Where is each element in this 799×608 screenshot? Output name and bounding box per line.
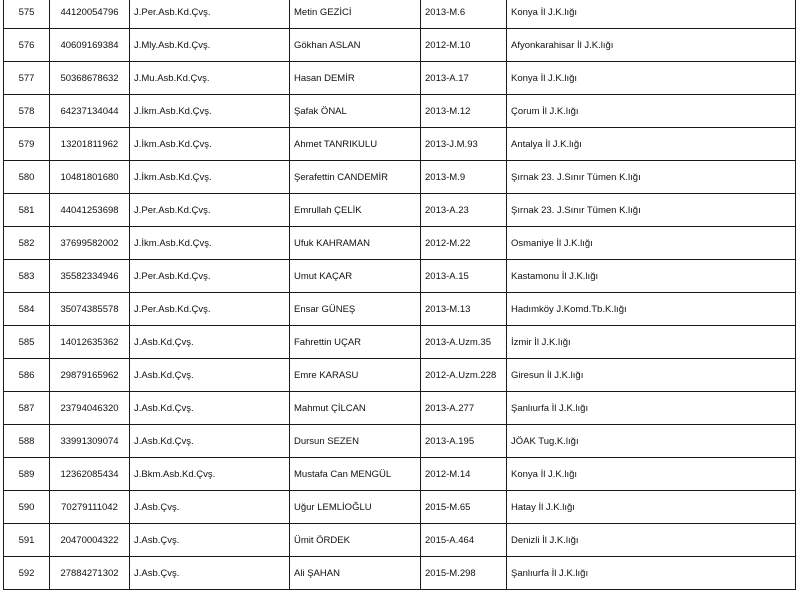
full-name: Şafak ÖNAL [290, 95, 421, 128]
assigned-unit: Konya İl J.K.lığı [507, 458, 796, 491]
class-code: 2015-M.65 [421, 491, 507, 524]
table-row [4, 359, 796, 392]
full-name: Mahmut ÇİLCAN [290, 392, 421, 425]
id-number: 35074385578 [50, 293, 130, 326]
class-code: 2013-M.13 [421, 293, 507, 326]
rank: J.Mly.Asb.Kd.Çvş. [130, 29, 290, 62]
class-code: 2013-J.M.93 [421, 128, 507, 161]
id-number: 37699582002 [50, 227, 130, 260]
class-code: 2012-M.10 [421, 29, 507, 62]
personnel-table [3, 0, 796, 590]
rank: J.Per.Asb.Kd.Çvş. [130, 260, 290, 293]
class-code: 2013-A.15 [421, 260, 507, 293]
table-row [4, 425, 796, 458]
id-number: 10481801680 [50, 161, 130, 194]
row-number: 588 [4, 425, 50, 458]
full-name: Dursun SEZEN [290, 425, 421, 458]
rank: J.Asb.Çvş. [130, 557, 290, 590]
class-code: 2013-M.12 [421, 95, 507, 128]
full-name: Uğur LEMLİOĞLU [290, 491, 421, 524]
id-number: 44041253698 [50, 194, 130, 227]
full-name: Fahrettin UÇAR [290, 326, 421, 359]
rank: J.Asb.Kd.Çvş. [130, 425, 290, 458]
row-number: 579 [4, 128, 50, 161]
id-number: 40609169384 [50, 29, 130, 62]
class-code: 2013-A.17 [421, 62, 507, 95]
class-code: 2013-A.277 [421, 392, 507, 425]
assigned-unit: Şanlıurfa İl J.K.lığı [507, 557, 796, 590]
class-code: 2012-M.14 [421, 458, 507, 491]
assigned-unit: Şırnak 23. J.Sınır Tümen K.lığı [507, 194, 796, 227]
assigned-unit: JÖAK Tug.K.lığı [507, 425, 796, 458]
rank: J.İkm.Asb.Kd.Çvş. [130, 95, 290, 128]
class-code: 2012-A.Uzm.228 [421, 359, 507, 392]
assigned-unit: Osmaniye İl J.K.lığı [507, 227, 796, 260]
row-number: 589 [4, 458, 50, 491]
row-number: 591 [4, 524, 50, 557]
id-number: 23794046320 [50, 392, 130, 425]
row-number: 590 [4, 491, 50, 524]
table-row [4, 227, 796, 260]
table-row [4, 29, 796, 62]
assigned-unit: Denizli İl J.K.lığı [507, 524, 796, 557]
full-name: Emrullah ÇELİK [290, 194, 421, 227]
class-code: 2013-M.9 [421, 161, 507, 194]
assigned-unit: Giresun İl J.K.lığı [507, 359, 796, 392]
class-code: 2013-M.6 [421, 0, 507, 29]
id-number: 50368678632 [50, 62, 130, 95]
rank: J.Mu.Asb.Kd.Çvş. [130, 62, 290, 95]
row-number: 578 [4, 95, 50, 128]
assigned-unit: Antalya İl J.K.lığı [507, 128, 796, 161]
rank: J.İkm.Asb.Kd.Çvş. [130, 161, 290, 194]
assigned-unit: Şanlıurfa İl J.K.lığı [507, 392, 796, 425]
rank: J.Bkm.Asb.Kd.Çvş. [130, 458, 290, 491]
assigned-unit: Kastamonu İl J.K.lığı [507, 260, 796, 293]
table-row [4, 128, 796, 161]
rank: J.Per.Asb.Kd.Çvş. [130, 0, 290, 29]
row-number: 584 [4, 293, 50, 326]
full-name: Emre KARASU [290, 359, 421, 392]
table-row [4, 95, 796, 128]
rank: J.Per.Asb.Kd.Çvş. [130, 293, 290, 326]
full-name: Ahmet TANRIKULU [290, 128, 421, 161]
class-code: 2013-A.23 [421, 194, 507, 227]
assigned-unit: Afyonkarahisar İl J.K.lığı [507, 29, 796, 62]
table-row [4, 326, 796, 359]
table-row [4, 557, 796, 590]
class-code: 2015-M.298 [421, 557, 507, 590]
id-number: 20470004322 [50, 524, 130, 557]
row-number: 576 [4, 29, 50, 62]
id-number: 64237134044 [50, 95, 130, 128]
id-number: 13201811962 [50, 128, 130, 161]
full-name: Ufuk KAHRAMAN [290, 227, 421, 260]
row-number: 586 [4, 359, 50, 392]
row-number: 587 [4, 392, 50, 425]
assigned-unit: Konya İl J.K.lığı [507, 62, 796, 95]
table-row [4, 458, 796, 491]
assigned-unit: Hadımköy J.Komd.Tb.K.lığı [507, 293, 796, 326]
row-number: 580 [4, 161, 50, 194]
row-number: 592 [4, 557, 50, 590]
table-row [4, 293, 796, 326]
full-name: Hasan DEMİR [290, 62, 421, 95]
rank: J.Asb.Kd.Çvş. [130, 392, 290, 425]
assigned-unit: Şırnak 23. J.Sınır Tümen K.lığı [507, 161, 796, 194]
table-row [4, 0, 796, 29]
table-row [4, 260, 796, 293]
table-body [4, 0, 796, 590]
full-name: Mustafa Can MENGÜL [290, 458, 421, 491]
assigned-unit: Çorum İl J.K.lığı [507, 95, 796, 128]
id-number: 12362085434 [50, 458, 130, 491]
id-number: 35582334946 [50, 260, 130, 293]
class-code: 2013-A.195 [421, 425, 507, 458]
table-row [4, 392, 796, 425]
assigned-unit: İzmir İl J.K.lığı [507, 326, 796, 359]
row-number: 582 [4, 227, 50, 260]
full-name: Şerafettin CANDEMİR [290, 161, 421, 194]
assigned-unit: Konya İl J.K.lığı [507, 0, 796, 29]
row-number: 577 [4, 62, 50, 95]
full-name: Umut KAÇAR [290, 260, 421, 293]
rank: J.İkm.Asb.Kd.Çvş. [130, 128, 290, 161]
table-row [4, 161, 796, 194]
rank: J.Per.Asb.Kd.Çvş. [130, 194, 290, 227]
row-number: 585 [4, 326, 50, 359]
id-number: 27884271302 [50, 557, 130, 590]
class-code: 2013-A.Uzm.35 [421, 326, 507, 359]
row-number: 581 [4, 194, 50, 227]
rank: J.Asb.Çvş. [130, 524, 290, 557]
full-name: Gökhan ASLAN [290, 29, 421, 62]
table-row [4, 524, 796, 557]
id-number: 33991309074 [50, 425, 130, 458]
row-number: 575 [4, 0, 50, 29]
full-name: Metin GEZİCİ [290, 0, 421, 29]
rank: J.Asb.Kd.Çvş. [130, 326, 290, 359]
table-row [4, 62, 796, 95]
assigned-unit: Hatay İl J.K.lığı [507, 491, 796, 524]
rank: J.Asb.Kd.Çvş. [130, 359, 290, 392]
full-name: Ümit ÖRDEK [290, 524, 421, 557]
full-name: Ensar GÜNEŞ [290, 293, 421, 326]
full-name: Ali ŞAHAN [290, 557, 421, 590]
id-number: 29879165962 [50, 359, 130, 392]
class-code: 2012-M.22 [421, 227, 507, 260]
table-row [4, 491, 796, 524]
rank: J.Asb.Çvş. [130, 491, 290, 524]
table-row [4, 194, 796, 227]
rank: J.İkm.Asb.Kd.Çvş. [130, 227, 290, 260]
id-number: 70279111042 [50, 491, 130, 524]
class-code: 2015-A.464 [421, 524, 507, 557]
id-number: 44120054796 [50, 0, 130, 29]
row-number: 583 [4, 260, 50, 293]
id-number: 14012635362 [50, 326, 130, 359]
